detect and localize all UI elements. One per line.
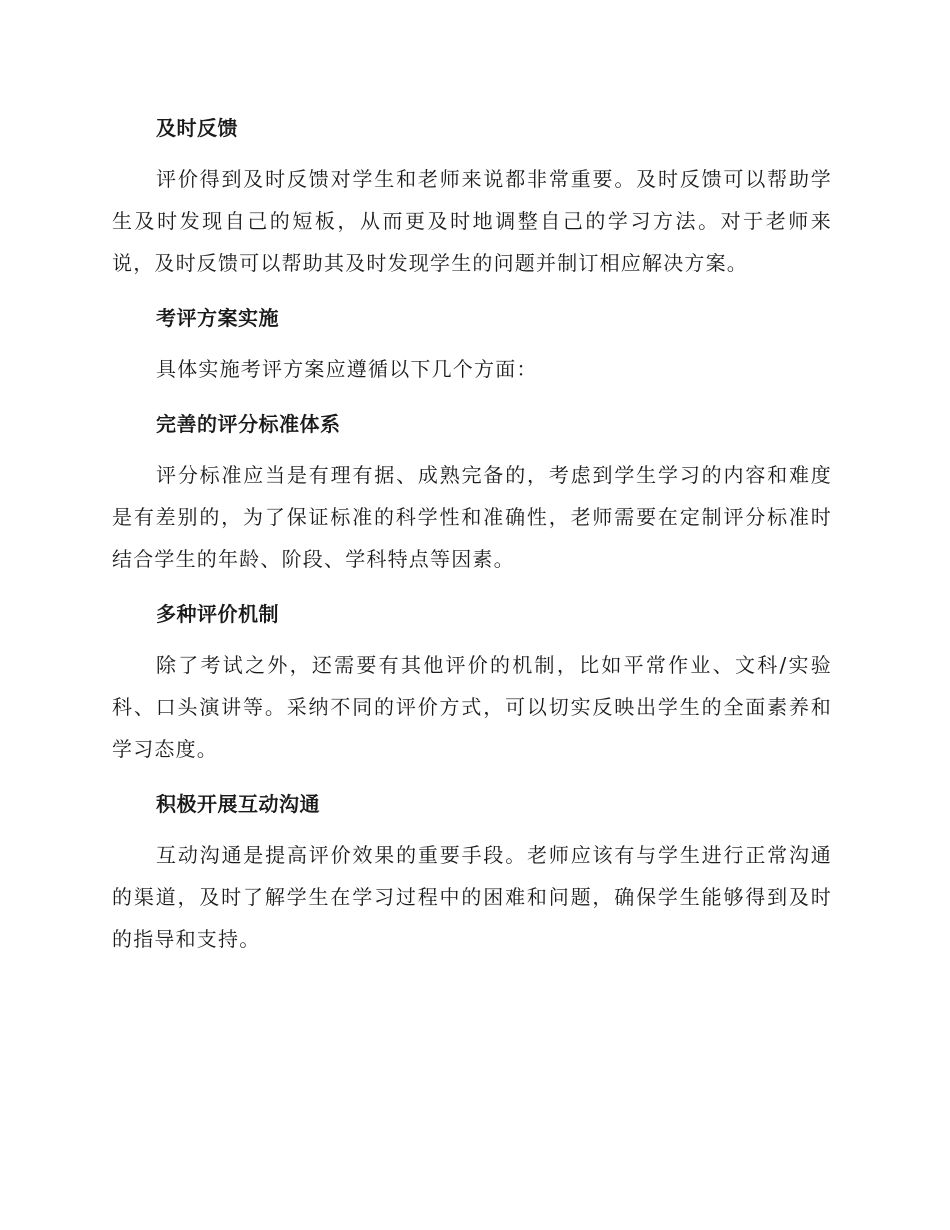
section-paragraph-evaluation-implementation: 具体实施考评方案应遵循以下几个方面： bbox=[156, 357, 538, 381]
section-heading-scoring-standards: 完善的评分标准体系 bbox=[156, 412, 341, 436]
section-heading-timely-feedback: 及时反馈 bbox=[156, 116, 238, 140]
section-heading-evaluation-mechanisms: 多种评价机制 bbox=[156, 602, 279, 626]
section-heading-interactive-communication: 积极开展互动沟通 bbox=[156, 792, 320, 816]
section-paragraph-evaluation-mechanisms: 除了考试之外，还需要有其他评价的机制，比如平常作业、文科/实验科、口头演讲等。采纳不同的评价方式，可以切实反映出学生的全面素养和学习态度。 bbox=[112, 653, 832, 761]
document-body bbox=[112, 110, 832, 960]
section-paragraph-interactive-communication: 互动沟通是提高评价效果的重要手段。老师应该有与学生进行正常沟通的渠道，及时了解学生在学习过程中的困难和问题，确保学生能够得到及时的指导和支持。 bbox=[112, 843, 832, 951]
section-paragraph-scoring-standards: 评分标准应当是有理有据、成熟完备的，考虑到学生学习的内容和难度是有差别的，为了保证标准的科学性和准确性，老师需要在定制评分标准时结合学生的年龄、阶段、学科特点等因素。 bbox=[112, 463, 832, 571]
section-heading-evaluation-implementation: 考评方案实施 bbox=[156, 306, 279, 330]
section-paragraph-timely-feedback: 评价得到及时反馈对学生和老师来说都非常重要。及时反馈可以帮助学生及时发现自己的短板，从而更及时地调整自己的学习方法。对于老师来说，及时反馈可以帮助其及时发现学生的问题并制订相应解决方案。 bbox=[112, 167, 832, 275]
